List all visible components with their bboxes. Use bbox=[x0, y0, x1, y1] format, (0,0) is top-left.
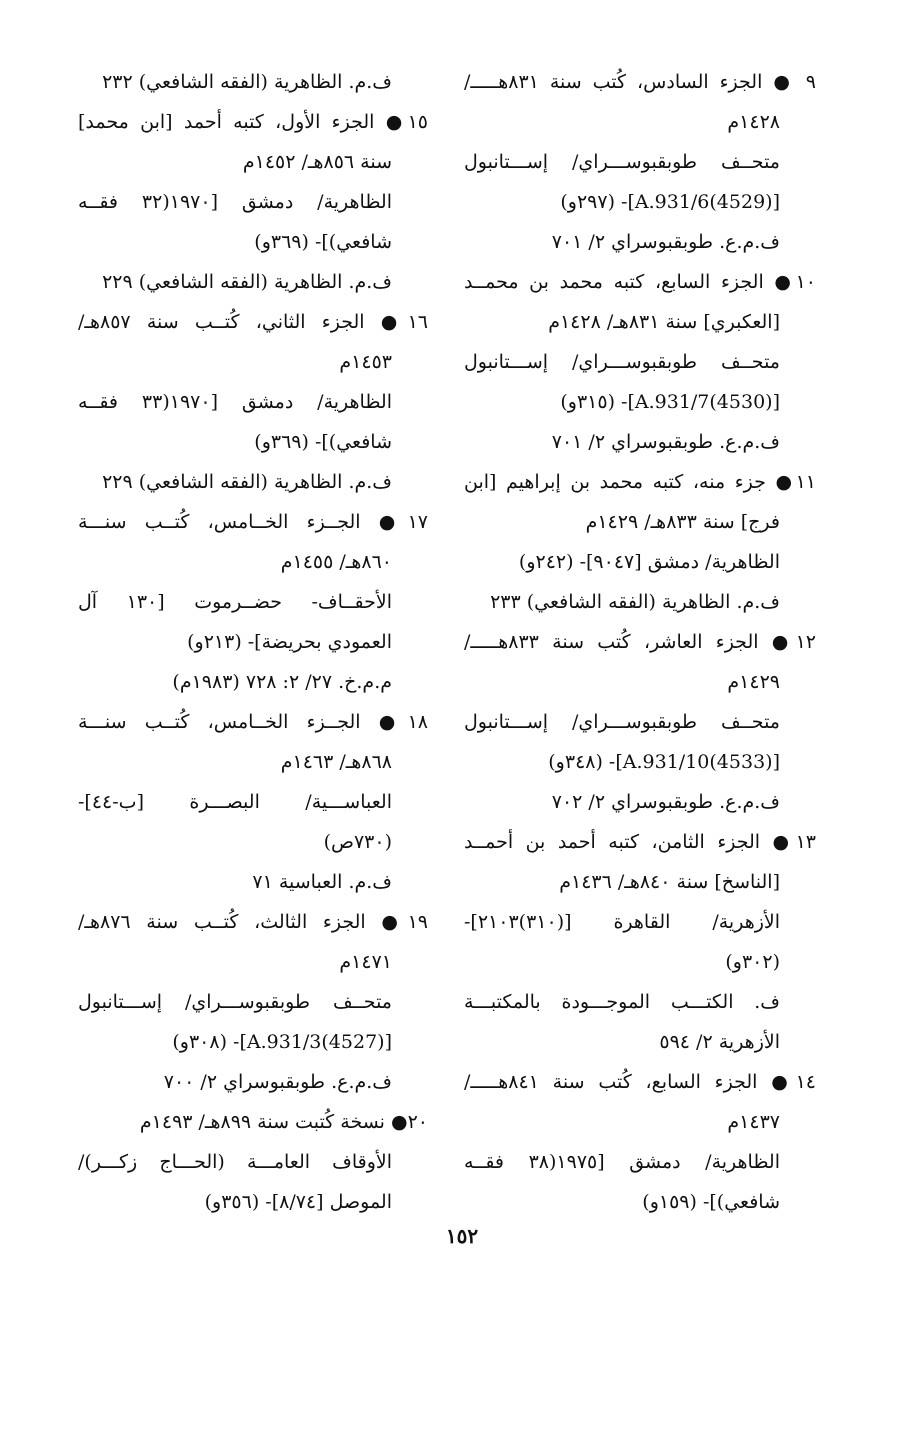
text-line: متحــف طوبقبوســـراي/ إســـتانبول bbox=[78, 991, 392, 1013]
text-line: ١١● جزء منه، كتبه محمد بن إبراهيم [ابن bbox=[464, 471, 816, 493]
text-line: [العكبري] سنة ٨٣١هـ/ ١٤٢٨م bbox=[548, 311, 780, 333]
text-line: الظاهرية/ دمشق [١٩٧٠(٣٢ فقــه bbox=[78, 191, 393, 213]
text-line: (٣٠٢و) bbox=[725, 951, 780, 973]
right-column bbox=[464, 62, 816, 1222]
text-line: ف.م.ع. طوبقبوسراي ٢/ ٧٠٠ bbox=[163, 1071, 392, 1093]
text-line: [A.931/10(4533)]- (٣٤٨و) bbox=[548, 751, 780, 773]
text-line: فرج] سنة ٨٣٣هـ/ ١٤٢٩م bbox=[585, 511, 780, 533]
text-line: م.م.خ. ٢٧/ ٢: ٧٢٨ (١٩٨٣م) bbox=[172, 671, 392, 693]
text-line: متحــف طوبقبوســـراي/ إســـتانبول bbox=[464, 711, 780, 733]
text-line: ٨٦٠هـ/ ١٤٥٥م bbox=[280, 551, 392, 573]
text-line: ف.م. الظاهرية (الفقه الشافعي) ٢٢٩ bbox=[102, 471, 392, 493]
text-line: ف.م. الظاهرية (الفقه الشافعي) ٢٣٣ bbox=[490, 591, 780, 613]
text-line: ف.م. الظاهرية (الفقه الشافعي) ٢٣٢ bbox=[102, 71, 392, 93]
text-line: سنة ٨٥٦هـ/ ١٤٥٢م bbox=[242, 151, 392, 173]
text-line: متحــف طوبقبوســـراي/ إســـتانبول bbox=[464, 151, 780, 173]
text-line: الأوقاف العامـــة (الحـــاج زكـــر)/ bbox=[78, 1151, 392, 1173]
text-line: العمودي بحريضة]- (٢١٣و) bbox=[187, 631, 392, 653]
text-line: ١٣● الجزء الثامن، كتبه أحمد بن أحمــد bbox=[464, 831, 816, 853]
text-line: [الناسخ] سنة ٨٤٠هـ/ ١٤٣٦م bbox=[559, 871, 780, 893]
page-number: ١٥٢ bbox=[445, 1224, 479, 1248]
text-line: ١٤٢٩م bbox=[727, 671, 780, 693]
text-line: ١٤٢٨م bbox=[727, 111, 780, 133]
text-line: متحــف طوبقبوســـراي/ إســـتانبول bbox=[464, 351, 780, 373]
text-line: ٩ ● الجزء السادس، كُتب سنة ٨٣١هـــــ/ bbox=[464, 71, 816, 93]
text-line: ١٤٥٣م bbox=[339, 351, 392, 373]
text-line: ٨٦٨هـ/ ١٤٦٣م bbox=[280, 751, 392, 773]
text-line: الظاهرية/ دمشق [١٩٧٥(٣٨ فقــه bbox=[464, 1151, 780, 1173]
left-column bbox=[78, 62, 428, 1222]
text-line: ف. الكتـــب الموجـــودة بالمكتبـــة bbox=[464, 991, 780, 1013]
text-line: ١٥● الجزء الأول، كتبه أحمد [ابن محمد] bbox=[78, 111, 428, 133]
text-line: [A.931/6(4529)]- (٢٩٧و) bbox=[560, 191, 780, 213]
text-line: ف.م.ع. طوبقبوسراي ٢/ ٧٠١ bbox=[551, 431, 780, 453]
text-line: ف.م. العباسية ٧١ bbox=[252, 871, 392, 893]
text-line: [A.931/3(4527)]- (٣٠٨و) bbox=[172, 1031, 392, 1053]
text-line: ف.م.ع. طوبقبوسراي ٢/ ٧٠٢ bbox=[551, 791, 780, 813]
text-line: الأزهرية/ القاهرة [(٣١٠)٢١٠٣]- bbox=[464, 911, 780, 933]
text-line: ٢٠● نسخة كُتبت سنة ٨٩٩هـ/ ١٤٩٣م bbox=[139, 1111, 428, 1133]
text-line: الأزهرية ٢/ ٥٩٤ bbox=[659, 1031, 780, 1053]
text-line: [A.931/7(4530)]- (٣١٥و) bbox=[560, 391, 780, 413]
text-line: ١٠● الجزء السابع، كتبه محمد بن محمــد bbox=[464, 271, 816, 293]
text-line: ف.م.ع. طوبقبوسراي ٢/ ٧٠١ bbox=[551, 231, 780, 253]
text-line: (٧٣٠ص) bbox=[323, 831, 392, 853]
text-line: الموصل [٨/٧٤]- (٣٥٦و) bbox=[204, 1191, 392, 1213]
text-line: شافعي)]- (١٥٩و) bbox=[642, 1191, 780, 1213]
text-line: ١٩● الجزء الثالث، كُتــب سنة ٨٧٦هـ/ bbox=[78, 911, 428, 933]
text-line: الظاهرية/ دمشق [١٩٧٠(٣٣ فقــه bbox=[78, 391, 393, 413]
text-line: ١٨● الجــزء الخــامس، كُتــب سنـــة bbox=[78, 711, 428, 733]
text-line: الظاهرية/ دمشق [٩٠٤٧]- (٢٤٢و) bbox=[518, 551, 780, 573]
text-line: شافعي)]- (٣٦٩و) bbox=[254, 431, 392, 453]
text-line: شافعي)]- (٣٦٩و) bbox=[254, 231, 392, 253]
text-line: ١٧● الجــزء الخــامس، كُتــب سنـــة bbox=[78, 511, 428, 533]
text-line: الأحقــاف- حضــرموت [١٣٠ آل bbox=[78, 591, 393, 613]
text-line: ف.م. الظاهرية (الفقه الشافعي) ٢٢٩ bbox=[102, 271, 392, 293]
text-line: ١٤٧١م bbox=[339, 951, 392, 973]
text-line: العباســـية/ البصـــرة [ب-٤٤]- bbox=[78, 791, 392, 813]
text-line: ١٤● الجزء السابع، كُتب سنة ٨٤١هـــــ/ bbox=[464, 1071, 816, 1093]
text-line: ١٦● الجزء الثاني، كُتــب سنة ٨٥٧هـ/ bbox=[78, 311, 428, 333]
text-line: ١٢● الجزء العاشر، كُتب سنة ٨٣٣هـــــ/ bbox=[464, 631, 816, 653]
text-line: ١٤٣٧م bbox=[727, 1111, 780, 1133]
